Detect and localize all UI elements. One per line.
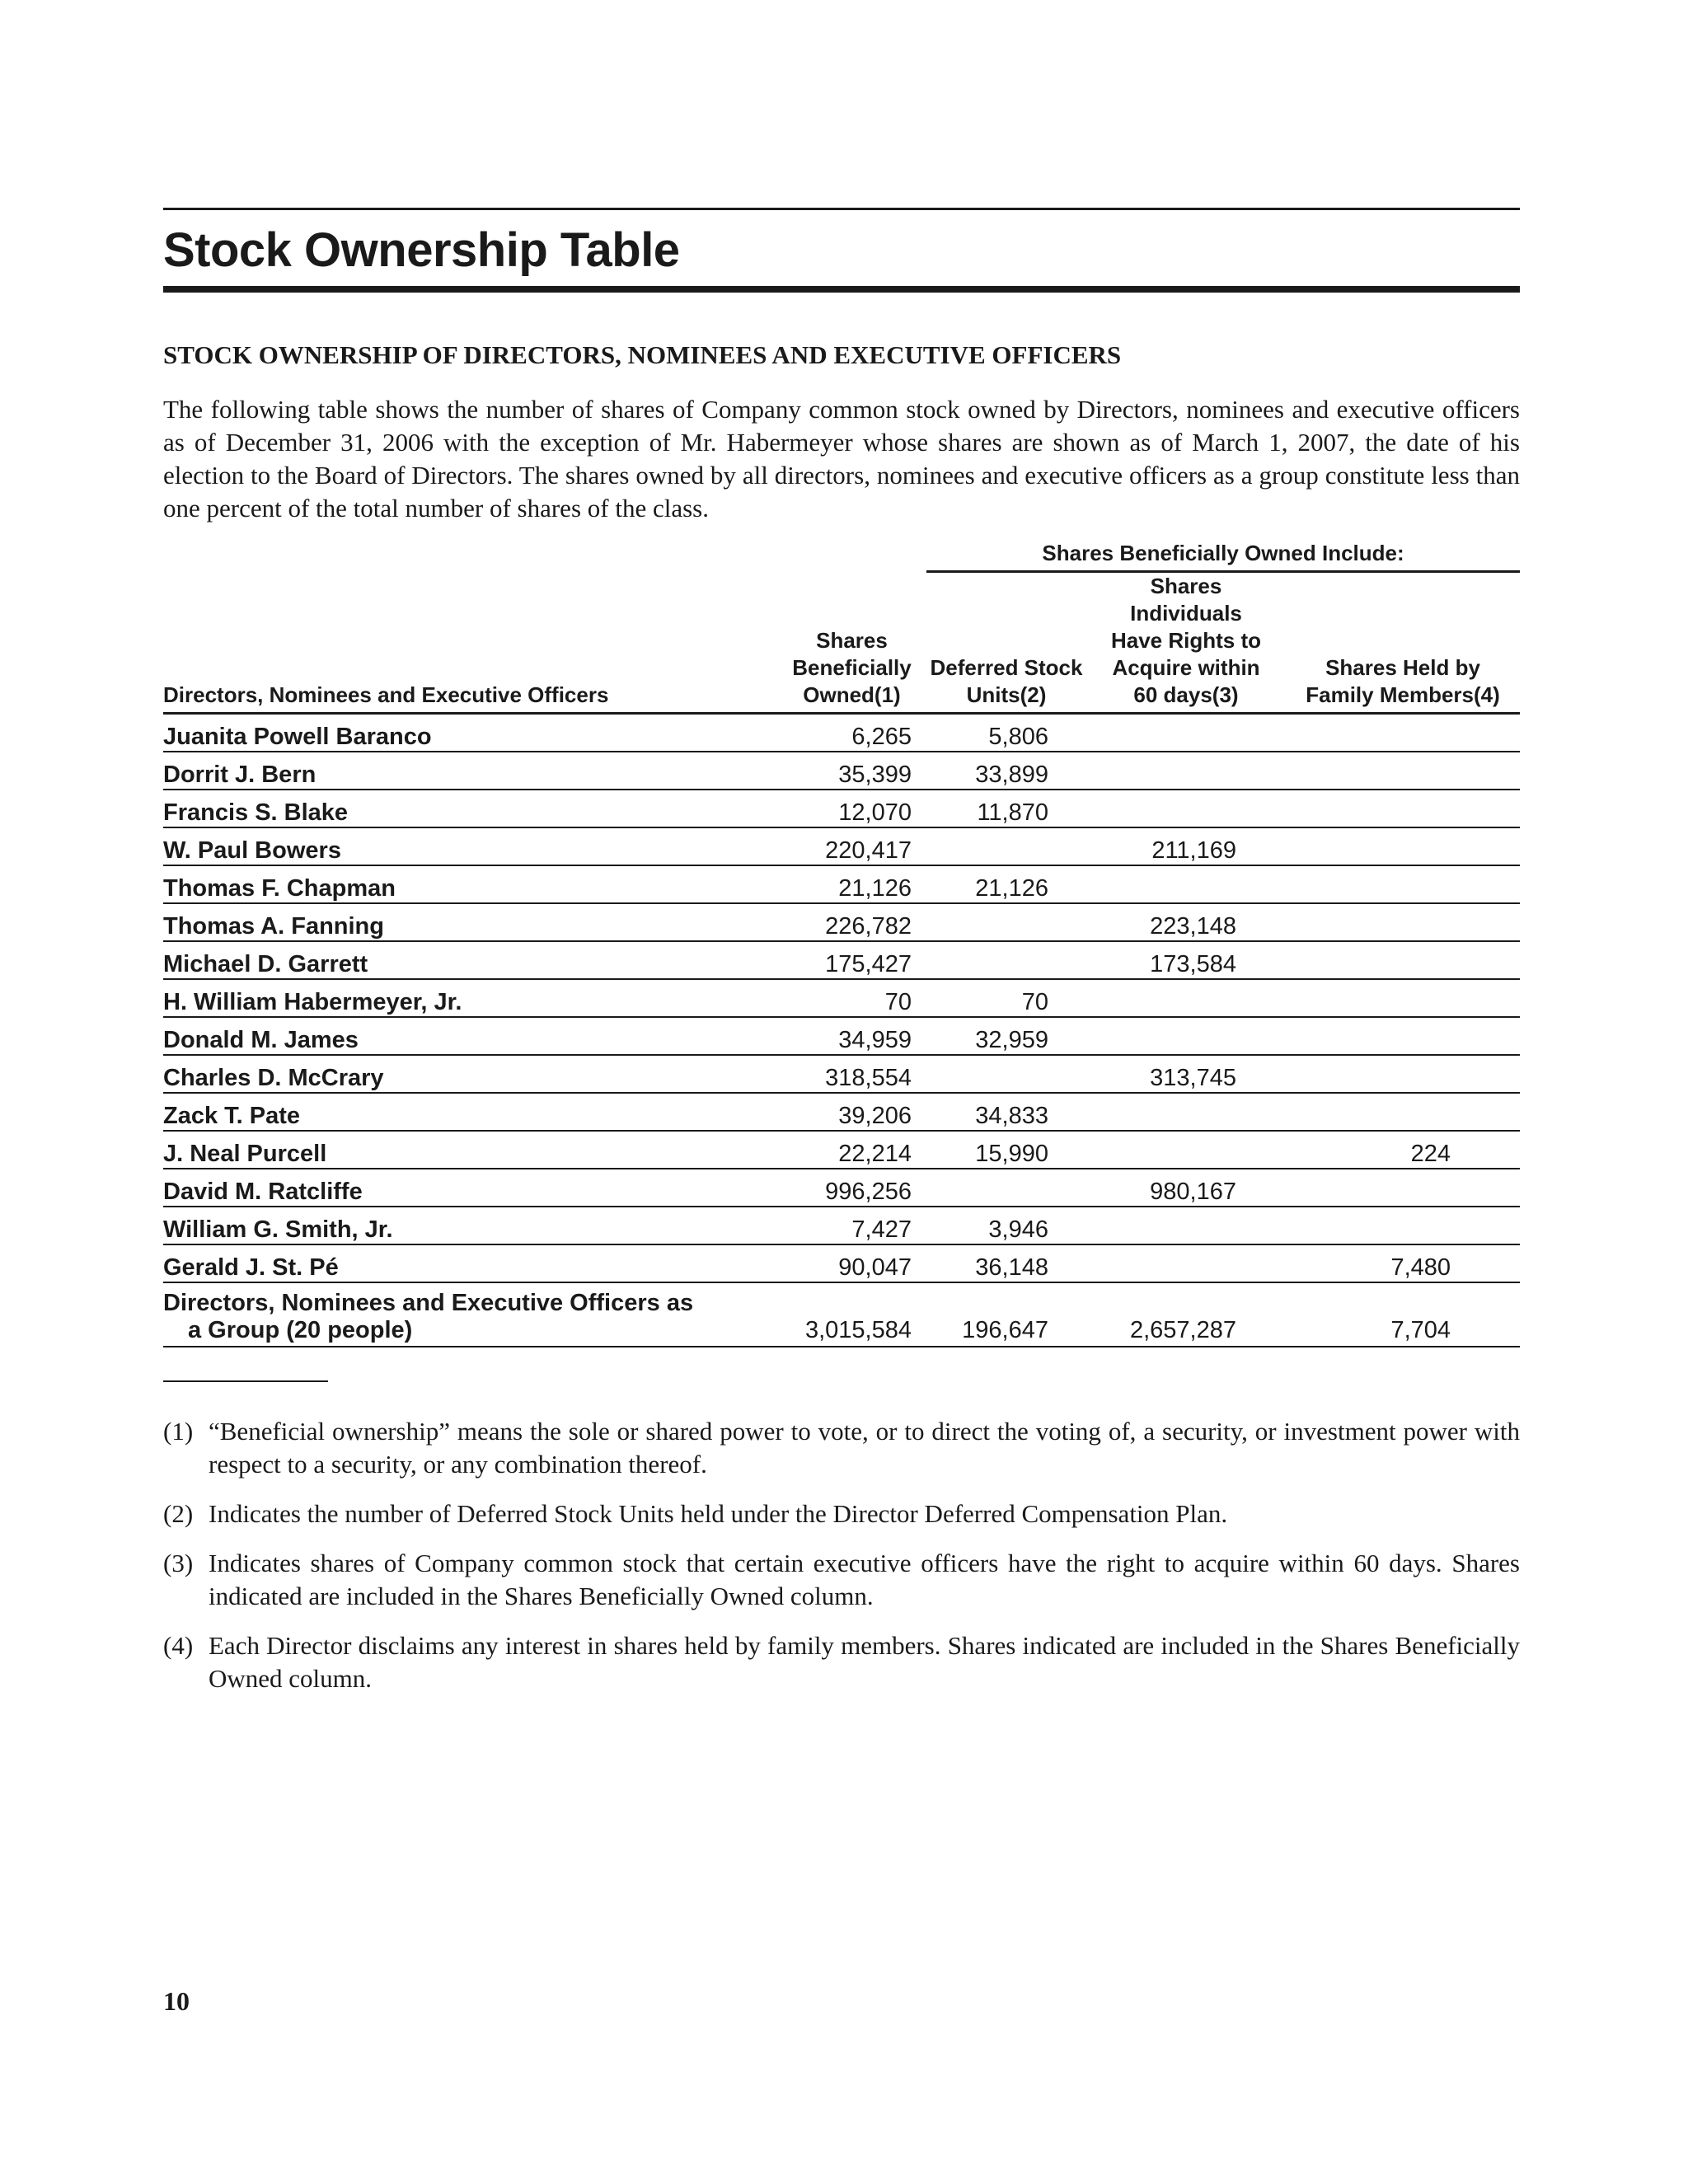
intro-paragraph: The following table shows the number of shares of Company common stock owned by Directors, nominees and executive officers as of December 31, 2006 with the exception of Mr. Habermeyer whose shares are shown as of March 1, 2007, the date of his election to the Board of Directors. The shares owned by all directors, nominees and executive officers as a group constitute less than one percent of the total number of shares of the class.: [163, 395, 1520, 523]
title-top-rule: [163, 208, 1520, 210]
family-held-cell: [1286, 979, 1520, 1017]
total-family-cell: 7,704: [1286, 1282, 1520, 1347]
deferred-units-cell: 3,946: [926, 1207, 1086, 1244]
footnote-mark: (4): [163, 1631, 194, 1660]
total-owned-cell: 3,015,584: [777, 1282, 926, 1347]
header-rights-line: Individuals: [1130, 601, 1242, 626]
deferred-units-cell: 5,806: [926, 714, 1086, 752]
footnote-separator: [163, 1380, 328, 1382]
header-deferred-line: Units(2): [966, 682, 1047, 707]
group-header: Shares Beneficially Owned Include:: [926, 540, 1520, 572]
officer-name: William G. Smith, Jr.: [163, 1207, 777, 1244]
rights-to-acquire-cell: [1086, 865, 1286, 903]
rights-to-acquire-cell: 313,745: [1086, 1055, 1286, 1093]
family-held-cell: [1286, 865, 1520, 903]
rights-to-acquire-cell: [1086, 1017, 1286, 1055]
rights-to-acquire-cell: [1086, 714, 1286, 752]
family-held-cell: [1286, 790, 1520, 827]
shares-owned-cell: 175,427: [777, 941, 926, 979]
total-name-line1: Directors, Nominees and Executive Officers as: [163, 1290, 694, 1316]
shares-owned-cell: 21,126: [777, 865, 926, 903]
deferred-units-cell: [926, 941, 1086, 979]
header-owned-line: Shares: [816, 628, 888, 653]
deferred-units-cell: 70: [926, 979, 1086, 1017]
officer-name: David M. Ratcliffe: [163, 1169, 777, 1207]
total-deferred-cell: 196,647: [926, 1282, 1086, 1347]
deferred-units-cell: 15,990: [926, 1131, 1086, 1169]
family-held-cell: [1286, 1093, 1520, 1131]
table-row: [163, 941, 1520, 979]
rights-to-acquire-cell: 980,167: [1086, 1169, 1286, 1207]
rights-to-acquire-cell: [1086, 790, 1286, 827]
deferred-units-cell: 33,899: [926, 752, 1086, 790]
rights-to-acquire-cell: [1086, 1207, 1286, 1244]
officer-name: J. Neal Purcell: [163, 1131, 777, 1169]
rights-to-acquire-cell: [1086, 979, 1286, 1017]
table-row: [163, 790, 1520, 827]
family-held-cell: [1286, 827, 1520, 865]
footnote: [163, 1497, 1520, 1530]
shares-owned-cell: 39,206: [777, 1093, 926, 1131]
shares-owned-cell: 226,782: [777, 903, 926, 941]
deferred-units-cell: 36,148: [926, 1244, 1086, 1282]
header-rights-line: 60 days(3): [1133, 682, 1239, 707]
footnote: [163, 1629, 1520, 1695]
header-family: [1286, 572, 1520, 714]
officer-name: Thomas F. Chapman: [163, 865, 777, 903]
officer-name: Francis S. Blake: [163, 790, 777, 827]
deferred-units-cell: 11,870: [926, 790, 1086, 827]
family-held-cell: [1286, 1055, 1520, 1093]
footnote: [163, 1415, 1520, 1481]
family-held-cell: 7,480: [1286, 1244, 1520, 1282]
header-deferred: [926, 572, 1086, 714]
deferred-units-cell: 21,126: [926, 865, 1086, 903]
table-row: [163, 1169, 1520, 1207]
deferred-units-cell: 34,833: [926, 1093, 1086, 1131]
table-row: [163, 827, 1520, 865]
stock-ownership-table: [163, 540, 1520, 1347]
rights-to-acquire-cell: [1086, 1244, 1286, 1282]
officer-name: W. Paul Bowers: [163, 827, 777, 865]
table-row: [163, 1207, 1520, 1244]
shares-owned-cell: 996,256: [777, 1169, 926, 1207]
total-row: [163, 1282, 1520, 1347]
footnote-mark: (3): [163, 1549, 194, 1577]
family-held-cell: [1286, 941, 1520, 979]
table-row: [163, 1017, 1520, 1055]
shares-owned-cell: 34,959: [777, 1017, 926, 1055]
table-row: [163, 1093, 1520, 1131]
shares-owned-cell: 35,399: [777, 752, 926, 790]
officer-name: Zack T. Pate: [163, 1093, 777, 1131]
shares-owned-cell: 22,214: [777, 1131, 926, 1169]
footnote-text: Indicates shares of Company common stock that certain executive officers have the right to acquire within 60 days. Shares indicated are included in the Shares Beneficially Owned column.: [209, 1549, 1520, 1610]
family-held-cell: [1286, 714, 1520, 752]
page-number: 10: [163, 1986, 190, 2016]
column-header-row: [163, 572, 1520, 714]
total-name-line2: a Group (20 people): [188, 1317, 413, 1343]
header-deferred-line: Deferred Stock: [930, 655, 1083, 680]
rights-to-acquire-cell: [1086, 1093, 1286, 1131]
shares-owned-cell: 6,265: [777, 714, 926, 752]
rights-to-acquire-cell: [1086, 1131, 1286, 1169]
table-row: [163, 903, 1520, 941]
rights-to-acquire-cell: 211,169: [1086, 827, 1286, 865]
family-held-cell: [1286, 1169, 1520, 1207]
officer-name: Thomas A. Fanning: [163, 903, 777, 941]
header-rights-line: Have Rights to: [1110, 628, 1262, 653]
title-bottom-rule: [163, 286, 1520, 293]
officer-name: Dorrit J. Bern: [163, 752, 777, 790]
shares-owned-cell: 7,427: [777, 1207, 926, 1244]
table-row: [163, 1244, 1520, 1282]
family-held-cell: [1286, 1207, 1520, 1244]
footnotes: [163, 1415, 1520, 1695]
table-row: [163, 979, 1520, 1017]
header-name: Directors, Nominees and Executive Officers: [163, 572, 777, 714]
header-owned: [777, 572, 926, 714]
shares-owned-cell: 318,554: [777, 1055, 926, 1093]
footnote: [163, 1547, 1520, 1613]
shares-owned-cell: 12,070: [777, 790, 926, 827]
officer-name: Charles D. McCrary: [163, 1055, 777, 1093]
header-rights: [1086, 572, 1286, 714]
officer-name: Michael D. Garrett: [163, 941, 777, 979]
header-owned-line: Beneficially: [792, 655, 912, 680]
officer-name: Juanita Powell Baranco: [163, 714, 777, 752]
header-family-line: Family Members(4): [1306, 682, 1500, 707]
rights-to-acquire-cell: 223,148: [1086, 903, 1286, 941]
group-header-row: [163, 540, 1520, 572]
footnote-text: Indicates the number of Deferred Stock Units held under the Director Deferred Compensation Plan.: [209, 1499, 1228, 1528]
deferred-units-cell: [926, 827, 1086, 865]
table-row: [163, 714, 1520, 752]
page-content: [163, 208, 1520, 1712]
footnote-mark: (1): [163, 1417, 194, 1446]
family-held-cell: [1286, 1017, 1520, 1055]
footnote-text: “Beneficial ownership” means the sole or shared power to vote, or to direct the voting of, a security, or investment power with respect to a security, or any combination thereof.: [209, 1417, 1520, 1479]
deferred-units-cell: 32,959: [926, 1017, 1086, 1055]
page-title: Stock Ownership Table: [163, 223, 680, 277]
officer-name: Gerald J. St. Pé: [163, 1244, 777, 1282]
header-rights-line: Acquire within: [1112, 655, 1260, 680]
total-rights-cell: 2,657,287: [1086, 1282, 1286, 1347]
deferred-units-cell: [926, 903, 1086, 941]
rights-to-acquire-cell: [1086, 752, 1286, 790]
table-row: [163, 865, 1520, 903]
header-rights-line: Shares: [1150, 574, 1222, 598]
table-row: [163, 1131, 1520, 1169]
officer-name: H. William Habermeyer, Jr.: [163, 979, 777, 1017]
header-owned-line: Owned(1): [803, 682, 901, 707]
footnote-mark: (2): [163, 1499, 194, 1528]
rights-to-acquire-cell: 173,584: [1086, 941, 1286, 979]
shares-owned-cell: 220,417: [777, 827, 926, 865]
table-body: [163, 714, 1520, 1347]
officer-name: Donald M. James: [163, 1017, 777, 1055]
total-name: [163, 1282, 777, 1347]
shares-owned-cell: 90,047: [777, 1244, 926, 1282]
family-held-cell: [1286, 903, 1520, 941]
table-row: [163, 752, 1520, 790]
table-row: [163, 1055, 1520, 1093]
section-heading: STOCK OWNERSHIP OF DIRECTORS, NOMINEES AND EXECUTIVE OFFICERS: [163, 340, 1122, 369]
deferred-units-cell: [926, 1055, 1086, 1093]
shares-owned-cell: 70: [777, 979, 926, 1017]
family-held-cell: 224: [1286, 1131, 1520, 1169]
footnote-text: Each Director disclaims any interest in shares held by family members. Shares indicated are included in the Shares Beneficially Owned column.: [209, 1631, 1520, 1693]
header-family-line: Shares Held by: [1325, 655, 1480, 680]
family-held-cell: [1286, 752, 1520, 790]
deferred-units-cell: [926, 1169, 1086, 1207]
